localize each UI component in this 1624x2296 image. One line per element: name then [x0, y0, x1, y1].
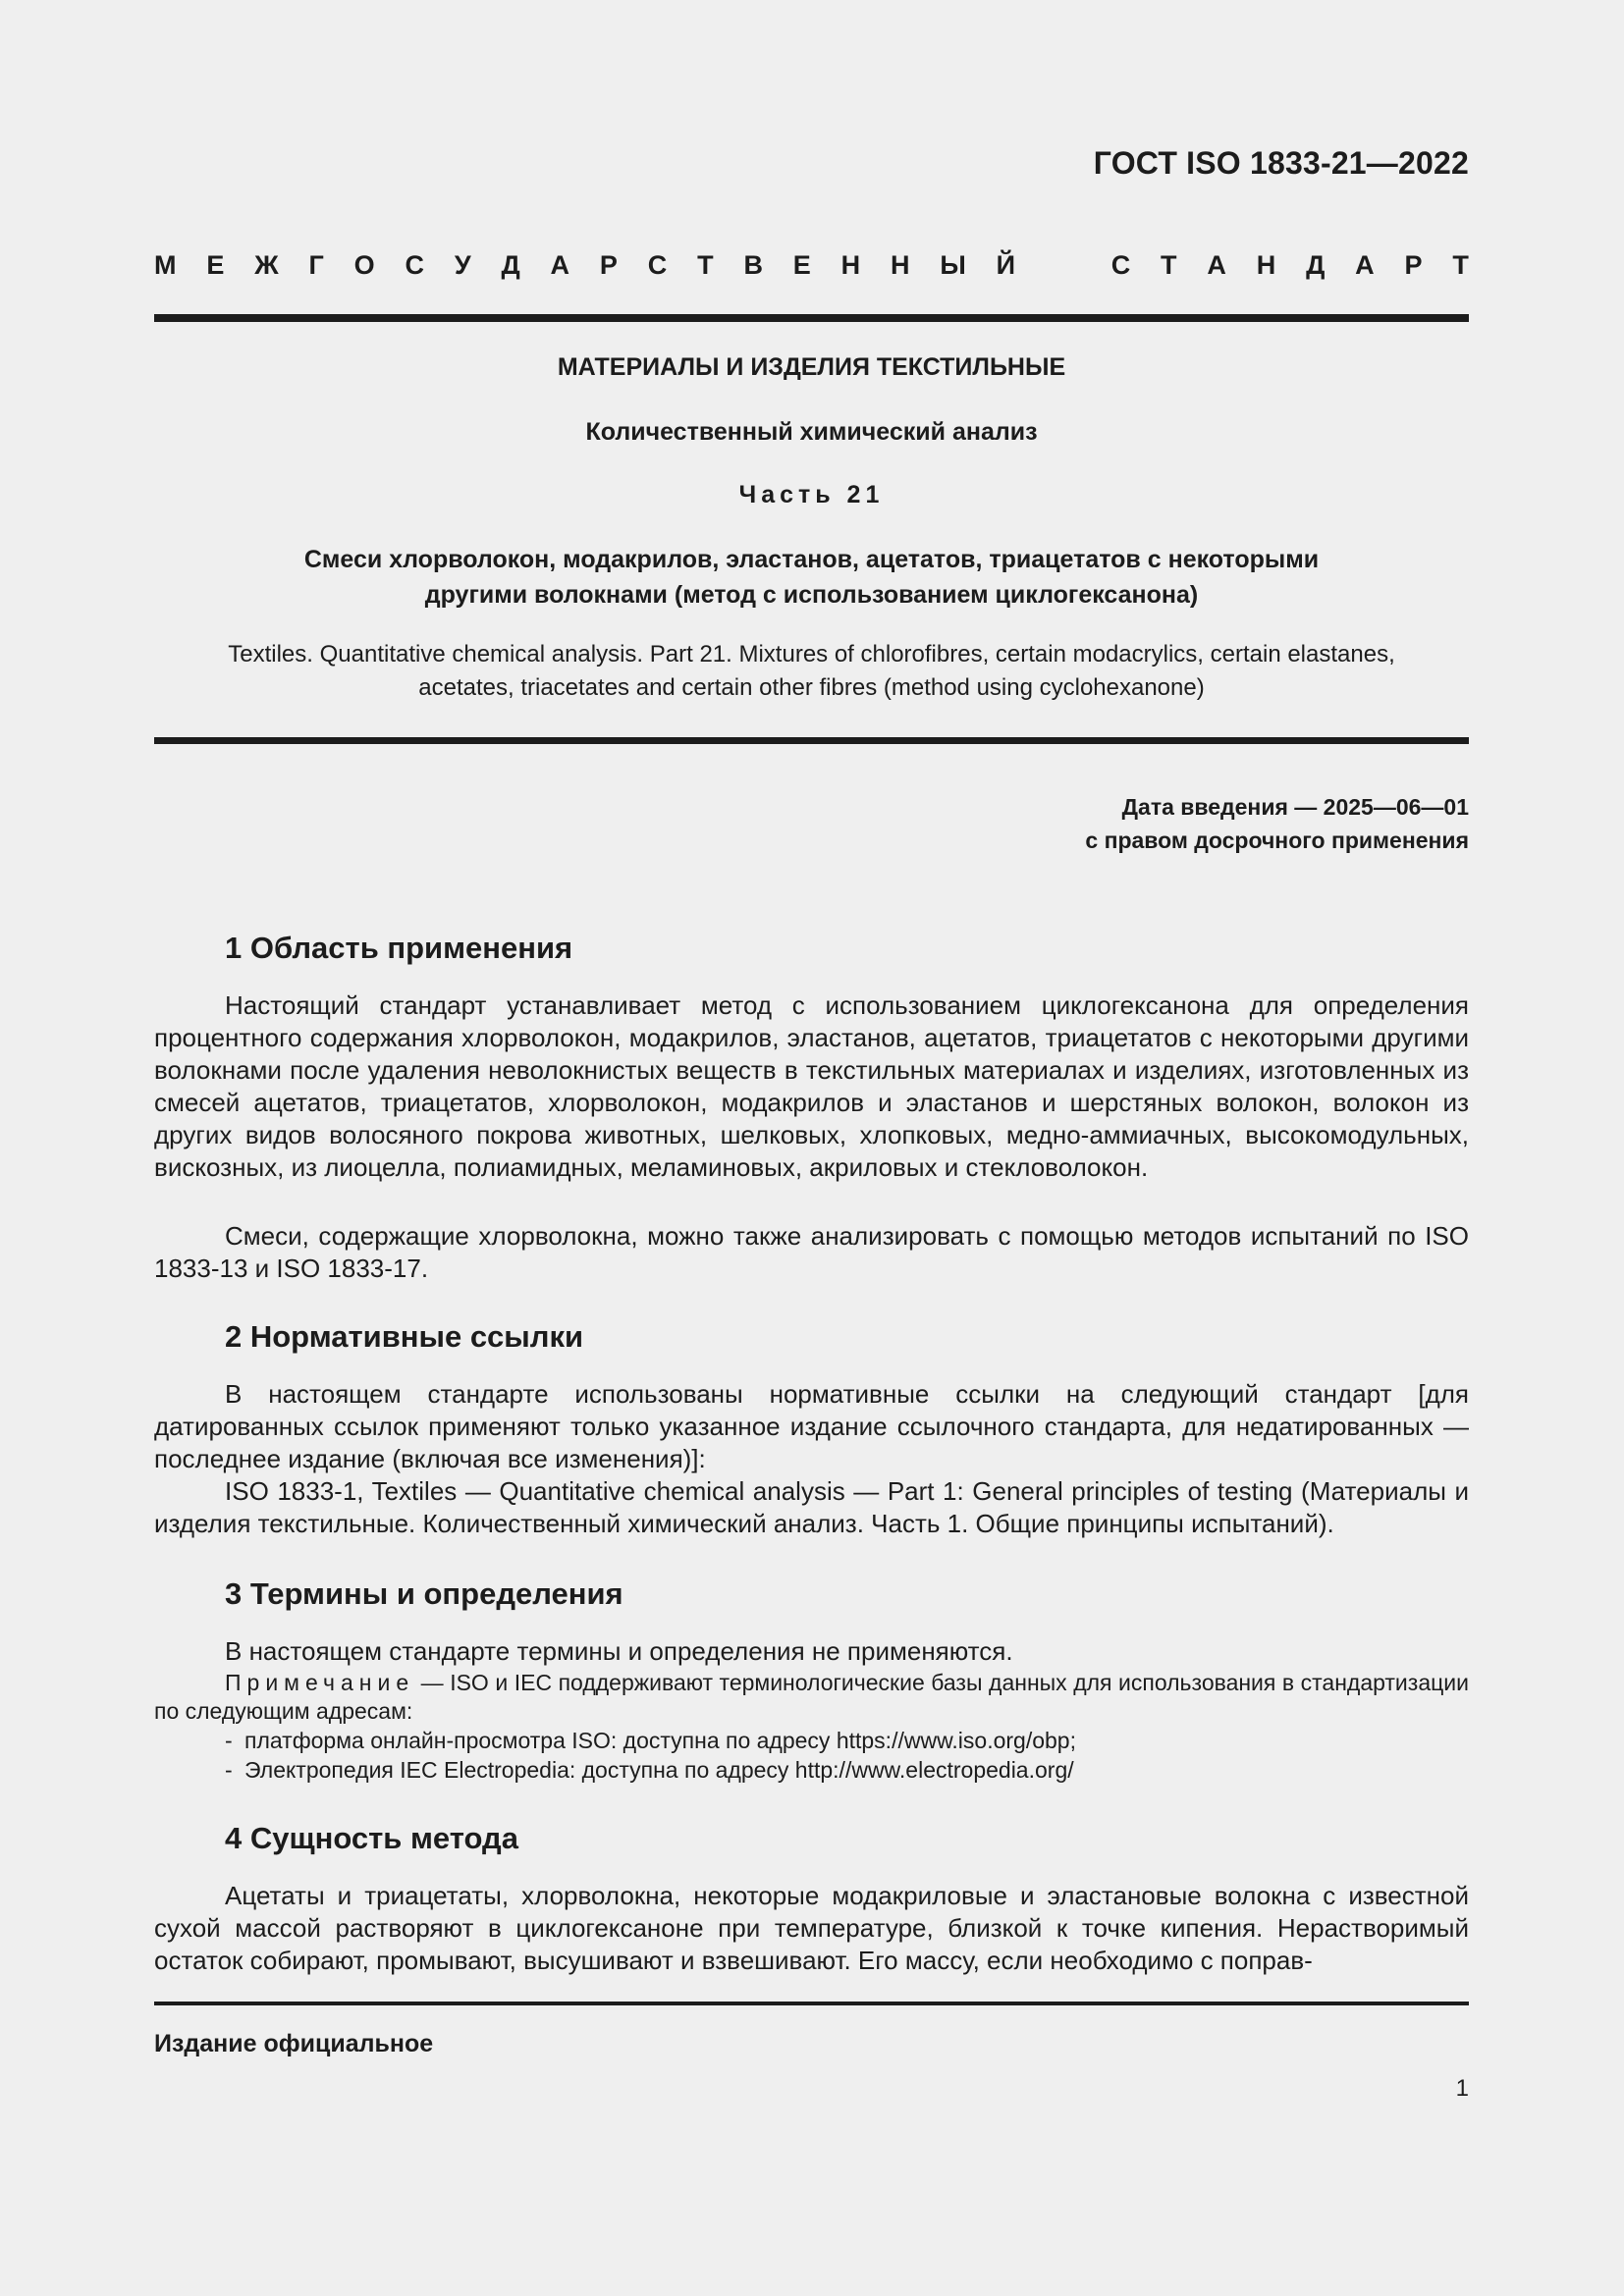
- official-edition-label: Издание официальное: [154, 2030, 434, 2057]
- standard-type-letter: Р: [1404, 250, 1423, 280]
- standard-type-letter: Н: [890, 250, 910, 280]
- section-heading-terms: 3 Термины и определения: [225, 1576, 623, 1611]
- note: [154, 1669, 1469, 1726]
- title-english-line: Textiles. Quantitative chemical analysis. Part 21. Mixtures of chlorofibres, certain modacrylics, certain elastanes,: [228, 641, 1395, 667]
- standard-type-letter: С: [1110, 250, 1131, 280]
- title-english-line: acetates, triacetates and certain other fibres (method using cyclohexanone): [418, 674, 1205, 701]
- standard-type-letter: А: [1207, 250, 1226, 280]
- standard-type-letter: А: [1355, 250, 1375, 280]
- standard-type-letter: Г: [308, 250, 324, 280]
- standard-type-letter: Д: [501, 250, 520, 280]
- title-english: [154, 638, 1469, 705]
- standard-type-letter: Е: [206, 250, 225, 280]
- standard-type-letter: С: [405, 250, 424, 280]
- title-mixtures: [154, 542, 1469, 613]
- paragraph-scope-1: Настоящий стандарт устанавливает метод с использованием циклогексанона для определения процентного содержания хлорволокон, модакрилов, эластанов, ацетатов, триацетатов с некоторыми другими волокнами после удаления неволокнистых веществ в текстильных материалах и изделиях, изготовленных из смесей ацетатов, триацетатов, хлорволокон, модакрилов и эластанов и шерстяных волокон, волокон из других видов волосяного покрова животных, шелковых, хлопковых, медно-аммиачных, высокомодульных, вискозных, из лиоцелла, полиамидных, меламиновых, акриловых и стекловолокон.: [154, 990, 1469, 1182]
- note-label: Примечание: [225, 1670, 415, 1695]
- note-list: [225, 1726, 1076, 1785]
- paragraph-normative-2: ISO 1833-1, Textiles — Quantitative chemical analysis — Part 1: General principles of testing (Материалы и изделия текстильные. Количественный химический анализ. Часть 1. Общие принципы испытаний).: [154, 1476, 1469, 1538]
- title-part: Часть 21: [738, 481, 885, 508]
- title-main: МАТЕРИАЛЫ И ИЗДЕЛИЯ ТЕКСТИЛЬНЫЕ: [557, 353, 1066, 381]
- note-text: — ISO и IEC поддерживают терминологические базы данных для использования в стандартизации по следующим адресам:: [154, 1670, 1469, 1724]
- title-mixtures-line: другими волокнами (метод с использованием циклогексанона): [424, 581, 1199, 609]
- paragraph-scope-2: Смеси, содержащие хлорволокна, можно также анализировать с помощью методов испытаний по ISO 1833-13 и ISO 1833-17.: [154, 1221, 1469, 1283]
- paragraph-terms: В настоящем стандарте термины и определения не применяются.: [225, 1636, 1013, 1666]
- standard-type-letter: С: [647, 250, 668, 280]
- page-number: 1: [1455, 2075, 1469, 2102]
- note-list-item: - платформа онлайн-просмотра ISO: доступна по адресу https://www.iso.org/obp;: [225, 1726, 1076, 1755]
- title-mixtures-line: Смеси хлорволокон, модакрилов, эластанов, ацетатов, триацетатов с некоторыми: [303, 546, 1320, 573]
- note-list-item: - Электропедия IEC Electropedia: доступна по адресу http://www.electropedia.org/: [225, 1755, 1076, 1785]
- standard-type-letter: Д: [1306, 250, 1326, 280]
- paragraph-method: Ацетаты и триацетаты, хлорволокна, некоторые модакриловые и эластановые волокна с известной сухой массой растворяют в циклогексаноне при температуре, близкой к точке кипения. Нерастворимый остаток собирают, промывают, высушивают и взвешивают. Его массу, если необходимо с поправ-: [154, 1881, 1469, 1975]
- gost-number: ГОСТ ISO 1833-21—2022: [1093, 145, 1469, 181]
- standard-type-letter: Ы: [940, 250, 966, 280]
- standard-type-letter: Т: [1161, 250, 1177, 280]
- introduction-date-line: Дата введения — 2025—06—01: [1121, 794, 1469, 820]
- footer-divider: [154, 2002, 1469, 2005]
- standard-type-letter: Е: [792, 250, 811, 280]
- standard-type-letter: У: [454, 250, 471, 280]
- top-divider: [154, 314, 1469, 322]
- section-heading-method: 4 Сущность метода: [225, 1821, 518, 1855]
- section-heading-normative-references: 2 Нормативные ссылки: [225, 1319, 584, 1354]
- title-divider: [154, 737, 1469, 744]
- introduction-date: [1085, 790, 1469, 857]
- word-gap: [1046, 250, 1081, 281]
- standard-type-heading: [154, 250, 1469, 281]
- standard-type-letter: О: [353, 250, 375, 280]
- paragraph-normative-1: В настоящем стандарте использованы нормативные ссылки на следующий стандарт [для датированных ссылок применяют только указанное издание ссылочного стандарта, для недатированных — последнее издание (включая все изменения)]:: [154, 1379, 1469, 1473]
- document-page: [154, 0, 1469, 2296]
- standard-type-letter: А: [550, 250, 570, 280]
- standard-type-letter: Н: [840, 250, 861, 280]
- section-heading-scope: 1 Область применения: [225, 931, 573, 965]
- standard-type-letter: Т: [697, 250, 714, 280]
- standard-type-letter: М: [154, 250, 177, 280]
- standard-type-letter: В: [743, 250, 763, 280]
- standard-type-letter: Й: [996, 250, 1016, 280]
- standard-type-letter: Т: [1452, 250, 1469, 280]
- title-subtitle: Количественный химический анализ: [585, 418, 1038, 446]
- standard-type-letter: Р: [599, 250, 618, 280]
- standard-type-letter: Н: [1256, 250, 1276, 280]
- standard-type-letter: Ж: [254, 250, 279, 280]
- early-application-note: с правом досрочного применения: [1085, 828, 1469, 853]
